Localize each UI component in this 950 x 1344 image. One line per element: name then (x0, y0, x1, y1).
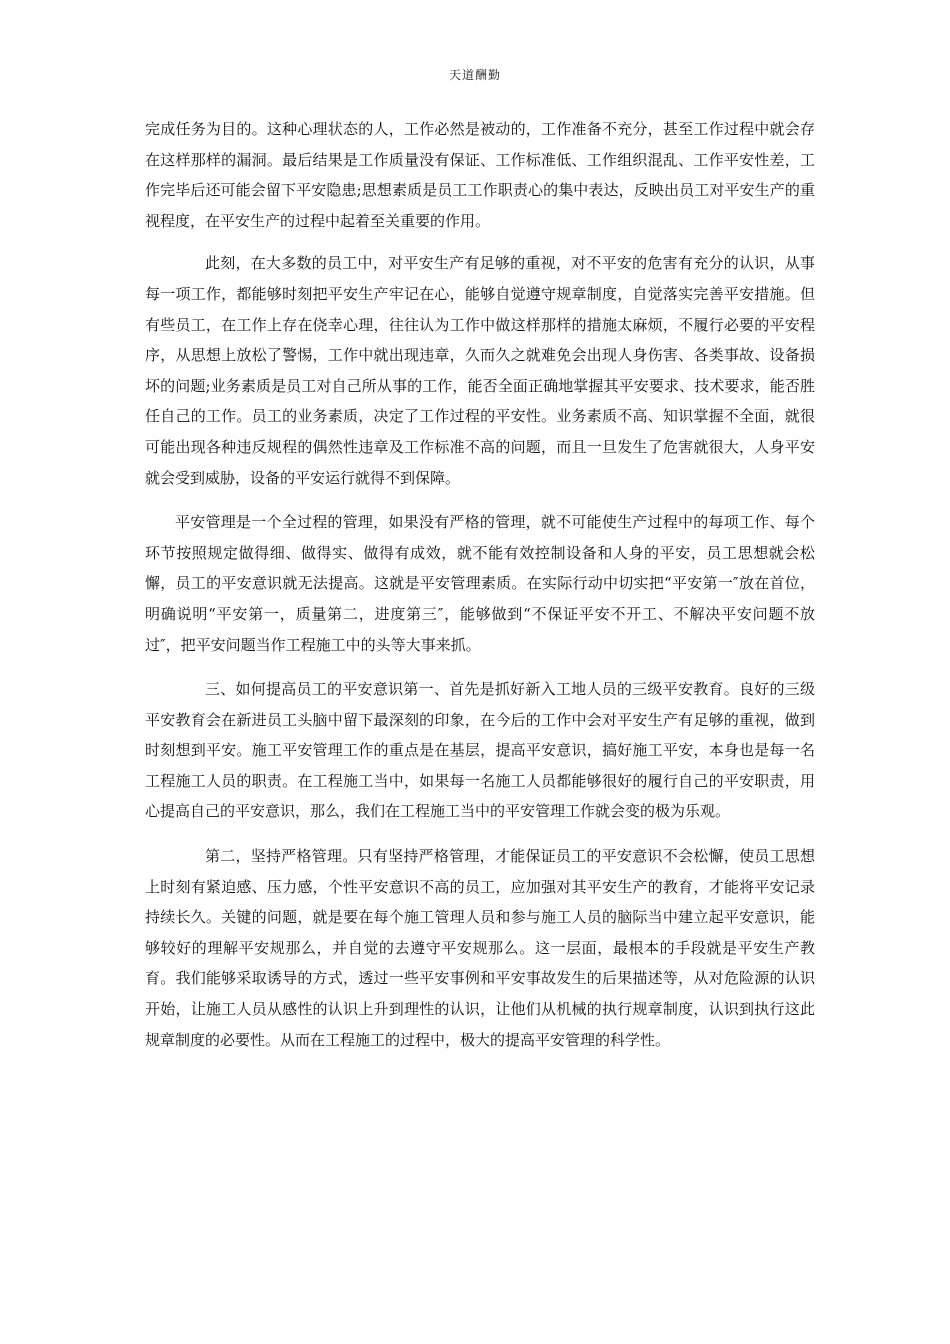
page-header: 天道酬勤 (448, 68, 501, 82)
paragraph-1: 完成任务为目的。这种心理状态的人，工作必然是被动的，工作准备不充分，甚至工作过程中就会存在这样那样的漏洞。最后结果是工作质量没有保证、工作标准低、工作组织混乱、工作平安性差，工作完毕后还可能会留下平安隐患;思想素质是员工工作职责心的集中表达，反映出员工对平安生产的重视程度，在平安生产的过程中起着至关重要的作用。 (145, 120, 815, 230)
paragraph-3: 平安管理是一个全过程的管理，如果没有严格的管理，就不可能使生产过程中的每项工作、每个环节按照规定做得细、做得实、做得有成效，就不能有效控制设备和人身的平安，员工思想就会松懈，员工的平安意识就无法提高。这就是平安管理素质。在实际行动中切实把“平安第一″放在首位，明确说明“平安第一，质量第二，进度第三″，能够做到“不保证平安不开工、不解决平安问题不放过″，把平安问题当作工程施工中的头等大事来抓。 (145, 513, 815, 654)
paragraph-5: 第二，坚持严格管理。只有坚持严格管理，才能保证员工的平安意识不会松懈，使员工思想上时刻有紧迫感、压力感，个性平安意识不高的员工，应加强对其平安生产的教育，才能将平安记录持续长久。关键的问题，就是要在每个施工管理人员和参与施工人员的脑际当中建立起平安意识，能够较好的理解平安规那么，并自觉的去遵守平安规那么。这一层面，最根本的手段就是平安生产教育。我们能够采取诱导的方式，透过一些平安事例和平安事故发生的后果描述等，从对危险源的认识开始，让施工人员从感性的认识上升到理性的认识，让他们从机械的执行规章制度，认识到执行这此规章制度的必要性。从而在工程施工的过程中，极大的提高平安管理的科学性。 (145, 847, 815, 1049)
paragraph-2: 此刻，在大多数的员工中，对平安生产有足够的重视，对不平安的危害有充分的认识，从事每一项工作，都能够时刻把平安生产牢记在心，能够自觉遵守规章制度，自觉落实完善平安措施。但有些员工，在工作上存在侥幸心理，往往认为工作中做这样那样的措施太麻烦，不履行必要的平安程序，从思想上放松了警惕，工作中就出现违章，久而久之就难免会出现人身伤害、各类事故、设备损坏的问题;业务素质是员工对自己所从事的工作，能否全面正确地掌握其平安要求、技术要求，能否胜任自己的工作。员工的业务素质，决定了工作过程的平安性。业务素质不高、知识掌握不全面，就很可能出现各种违反规程的偶然性违章及工作标准不高的问题，而且一旦发生了危害就很大，人身平安就会受到威胁，设备的平安运行就得不到保障。 (145, 254, 815, 487)
document-body (145, 114, 815, 1055)
paragraph-4: 三、如何提高员工的平安意识第一、首先是抓好新入工地人员的三级平安教育。良好的三级平安教育会在新进员工头脑中留下最深刻的印象，在今后的工作中会对平安生产有足够的重视，做到时刻想到平安。施工平安管理工作的重点是在基层，提高平安意识，搞好施工平安，本身也是每一名工程施工人员的职责。在工程施工当中，如果每一名施工人员都能够很好的履行自己的平安职责，用心提高自己的平安意识，那么，我们在工程施工当中的平安管理工作就会变的极为乐观。 (145, 680, 815, 821)
